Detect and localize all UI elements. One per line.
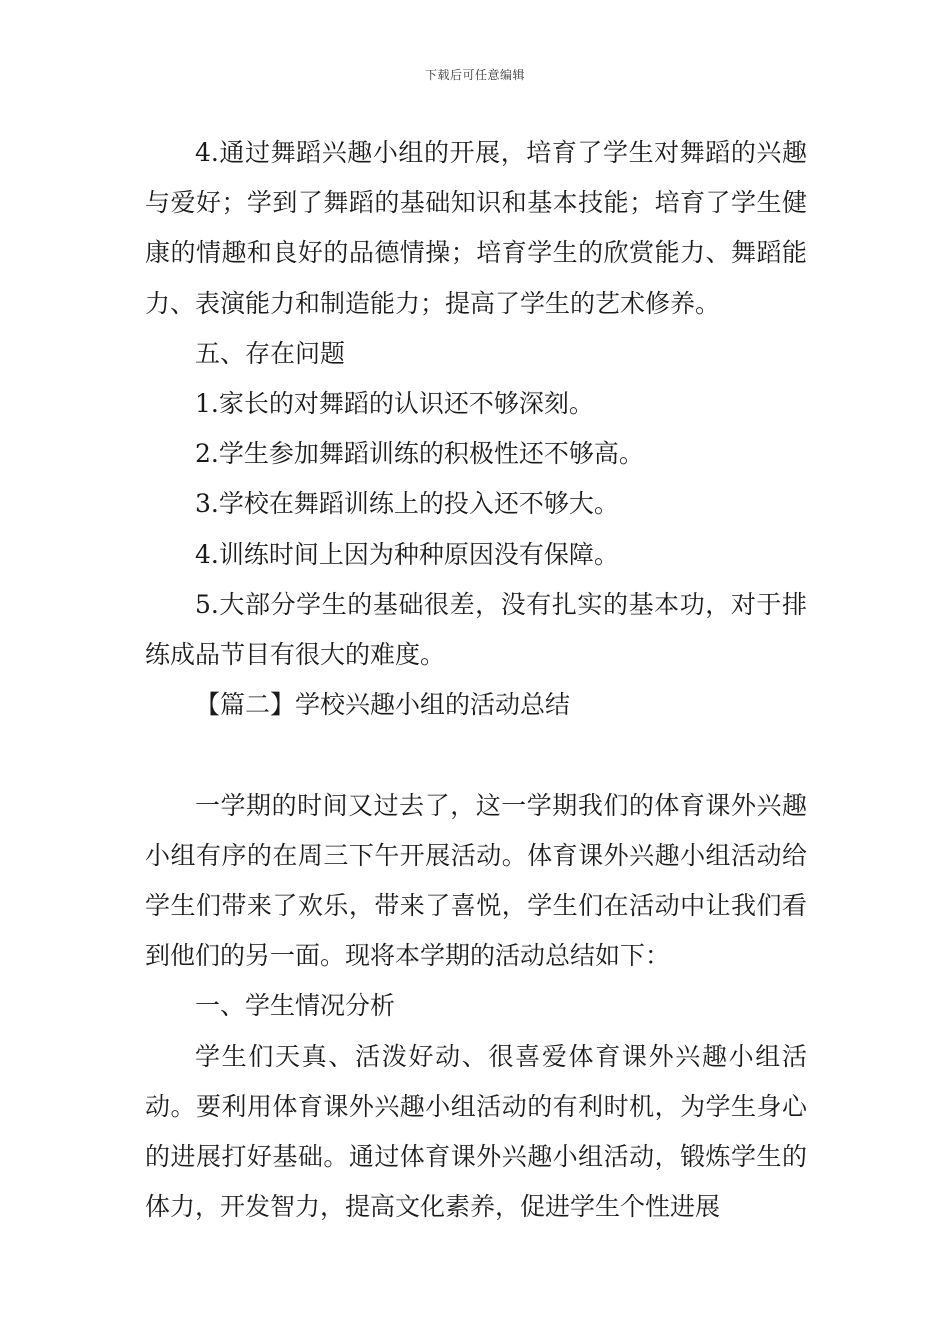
section-heading-problems: 五、存在问题 [195, 338, 346, 368]
blank-line [145, 730, 807, 780]
problem-item-5: 5.大部分学生的基础很差，没有扎实的基本功，对于排练成品节目有很大的难度。 [145, 589, 807, 670]
page-header: 下载后可任意编辑 [424, 68, 525, 82]
problem-item-4: 4.训练时间上因为种种原因没有保障。 [195, 539, 619, 569]
problem-item-2: 2.学生参加舞蹈训练的积极性还不够高。 [195, 439, 644, 469]
paragraph-dance-outcomes: 4.通过舞蹈兴趣小组的开展，培育了学生对舞蹈的兴趣与爱好；学到了舞蹈的基础知识和基本技能；培育了学生健康的情趣和良好的品德情操；培育学生的欣赏能力、舞蹈能力、表演能力和制造能力；提高了学生的艺术修养。 [145, 138, 807, 318]
problem-item-1: 1.家长的对舞蹈的认识还不够深刻。 [195, 389, 594, 419]
article-title-part-two: 【篇二】学校兴趣小组的活动总结 [195, 690, 571, 720]
section-heading-student-analysis: 一、学生情况分析 [195, 991, 396, 1021]
paragraph-intro: 一学期的时间又过去了，这一学期我们的体育课外兴趣小组有序的在周三下午开展活动。体育课外兴趣小组活动给学生们带来了欢乐，带来了喜悦，学生们在活动中让我们看到他们的另一面。现将本学期的活动总结如下： [145, 790, 807, 971]
paragraph-student-analysis: 学生们天真、活泼好动、很喜爱体育课外兴趣小组活动。要利用体育课外兴趣小组活动的有利时机，为学生身心的进展打好基础。通过体育课外兴趣小组活动，锻炼学生的体力，开发智力，提高文化素养，促进学生个性进展 [145, 1041, 807, 1222]
problem-item-3: 3.学校在舞蹈训练上的投入还不够大。 [195, 489, 619, 519]
document-body [145, 128, 807, 1232]
